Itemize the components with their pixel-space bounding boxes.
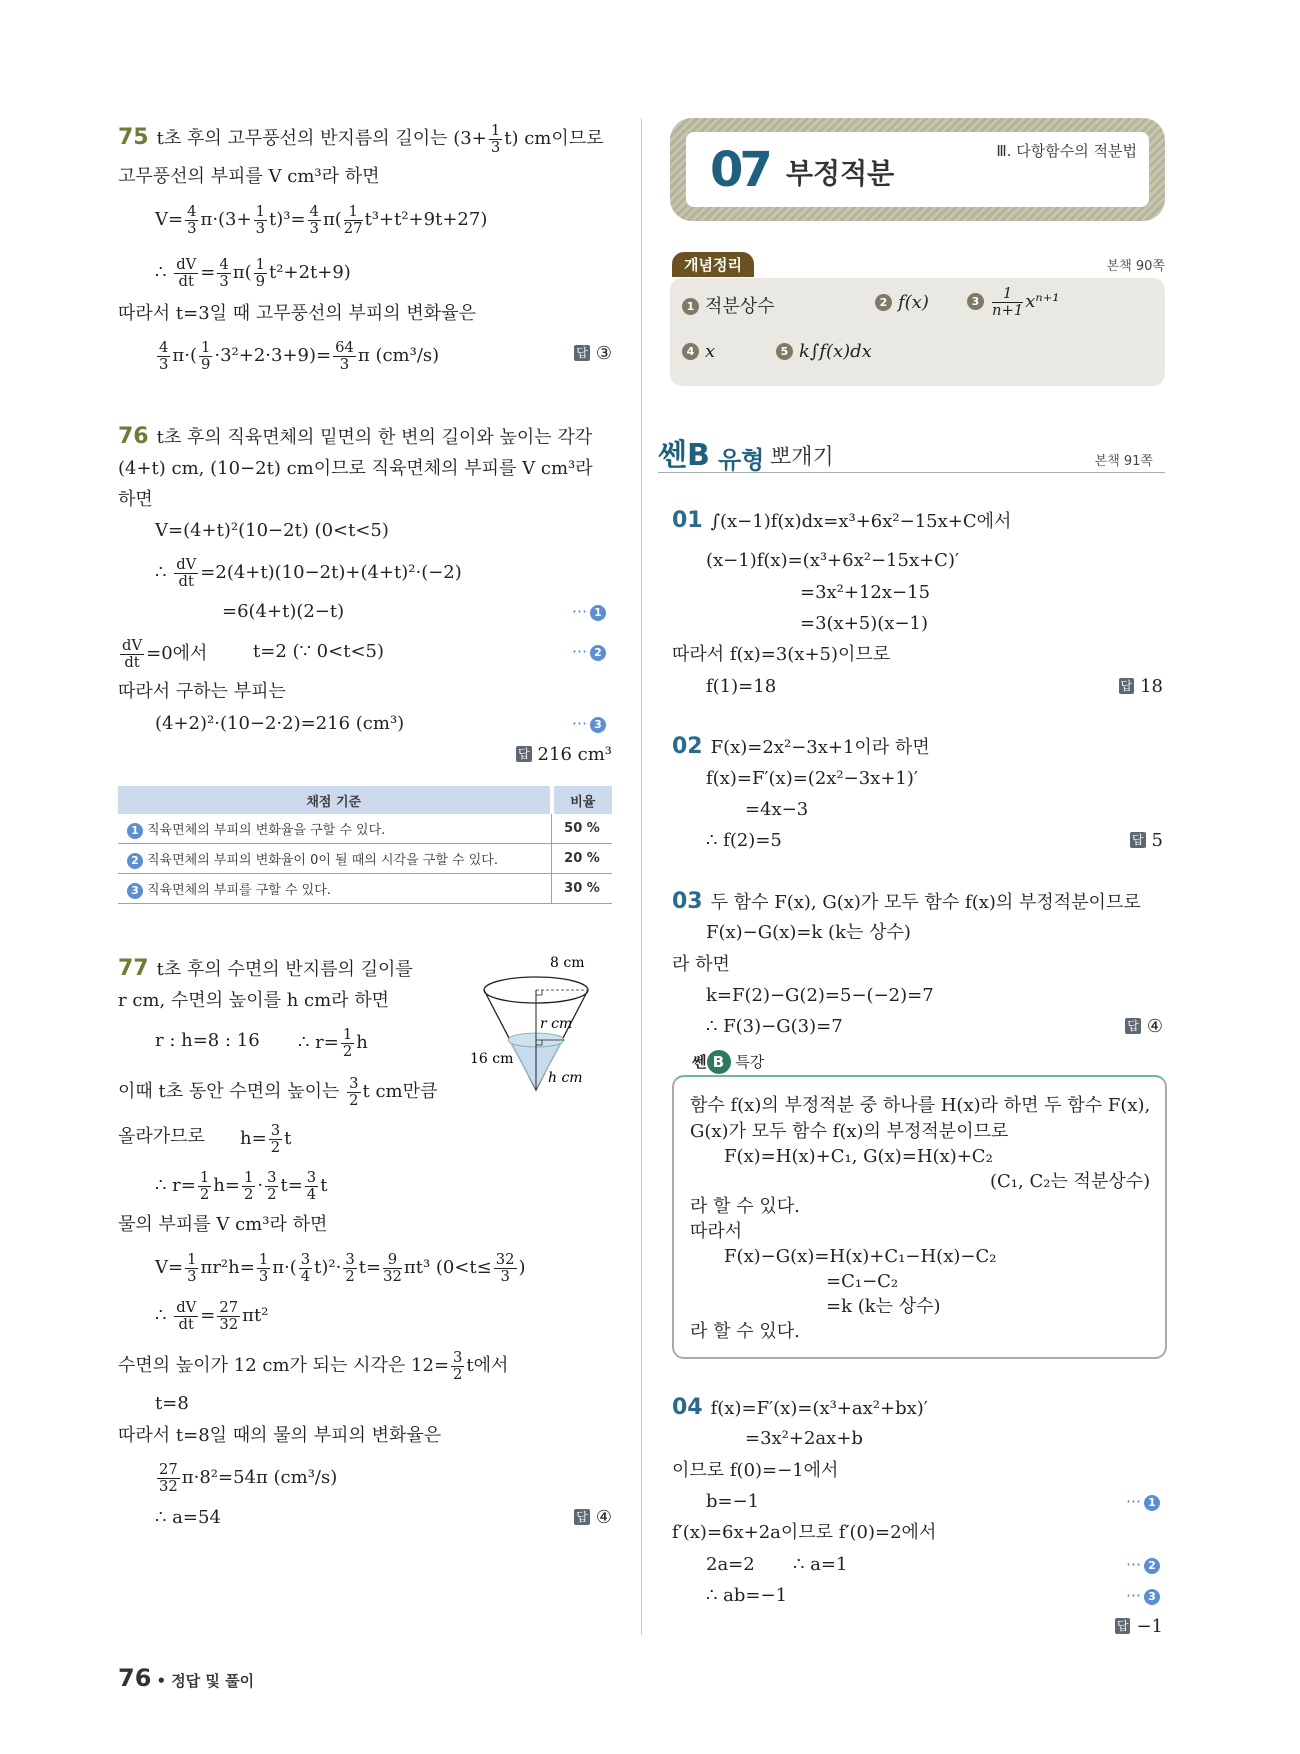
solution-line: 하면 [118,489,153,510]
solution-line: ∴ $\frac{dV}{dt}$ =2(4+t)(10−2t)+(4+t)²·(−2) [155,556,462,590]
solution-line: $\frac{27}{32}$ π·8²=54π (cm³/s) [159,1461,338,1495]
ratio-header: 비율 [552,786,613,814]
answer-value: ④ [1146,1016,1163,1037]
solution-line: =4x−3 [745,799,809,820]
concept-item: 2 f(x) [875,292,929,313]
step-marker: ⋯ 1 [1126,1492,1160,1511]
table-row: 3 직육면체의 부피를 구할 수 있다. 30 % [118,874,612,904]
answer [516,741,612,769]
solution-line: f(x)=F′(x)=(2x²−3x+1)′ [706,768,918,789]
answer [574,340,612,368]
solution-line: =3x²+12x−15 [800,582,931,603]
problem-number: 04 [672,1395,703,1420]
solution-line: b=−1 [706,1491,760,1512]
answer [1130,827,1163,855]
problem-number: 02 [672,734,703,759]
step-marker: ⋯ 3 [572,714,606,733]
chapter-header [670,118,1165,221]
solution-line: f′(x)=6x+2a이므로 f′(0)=2에서 [672,1522,937,1543]
answer [1125,1013,1163,1041]
table-row: 1 직육면체의 부피의 변화율을 구할 수 있다. 50 % [118,814,612,844]
concept-summary [670,278,1165,386]
solution-line: k=F(2)−G(2)=5−(−2)=7 [706,985,934,1006]
tip-line: 함수 f(x)의 부정적분 중 하나를 H(x)라 하면 두 함수 F(x), [690,1095,1151,1116]
solution-line: r cm, 수면의 높이를 h cm라 하면 [118,990,390,1011]
answer [1115,1613,1163,1641]
solution-line: t초 후의 고무풍선의 반지름의 길이는 (3+ $\frac{1}{3}$ t) cm이므로 [156,122,604,156]
answer-value: ④ [595,1507,612,1528]
problem-number: 76 [118,424,149,449]
solution-line: 따라서 f(x)=3(x+5)이므로 [672,644,891,665]
solution-line: t초 후의 직육면체의 밑면의 한 변의 길이와 높이는 각각 [156,427,593,448]
problem-number: 77 [118,956,149,981]
answer-icon: 답 [517,747,530,761]
tip-title: 특강 [735,1053,765,1071]
solution-line: t=2 (∵ 0<t<5) [253,641,385,662]
solution-line: V= $\frac{4}{3}$ π·(3+ $\frac{1}{3}$ t)³= $\frac{4}{3}$ π( $\frac{1}{27}$ t³+t²+9t+27) [155,203,488,237]
criteria-header: 채점 기준 [118,786,552,814]
answer-value: ③ [595,343,612,364]
solution-line: (4+2)²·(10−2·2)=216 (cm³) [155,713,405,734]
solution-line: 두 함수 F(x), G(x)가 모두 함수 f(x)의 부정적분이므로 [710,892,1141,913]
cone-figure [468,955,618,1095]
grading-criteria-table [118,786,612,904]
solution-line: =6(4+t)(2−t) [222,601,345,622]
figure-label: r cm [540,1016,573,1032]
solution-line: ∴ $\frac{dV}{dt}$ = $\frac{4}{3}$ π( $\frac{1}{9}$ t²+2t+9) [155,256,351,290]
tip-line: (C₁, C₂는 적분상수) [990,1171,1151,1192]
solution-line: $\frac{4}{3}$ π·( $\frac{1}{9}$ ·3²+2·3+9)= $\frac{64}{3}$ π (cm³/s) [159,339,440,373]
answer-value: 18 [1140,676,1163,697]
tip-line: =C₁−C₂ [826,1271,899,1292]
solution-line: ∴ f(2)=5 [706,830,782,851]
solution-line: 라 하면 [672,954,730,975]
answer-icon: 답 [1131,833,1144,847]
section-header [658,430,1165,473]
solution-line: 올라가므로 [118,1126,205,1147]
solution-line: =3x²+2ax+b [745,1428,863,1449]
solution-line: t초 후의 수면의 반지름의 길이를 [156,959,413,980]
tip-line: G(x)가 모두 함수 f(x)의 부정적분이므로 [690,1121,1009,1142]
solution-line: =3(x+5)(x−1) [800,613,928,634]
solution-line: F(x)=2x²−3x+1이라 하면 [710,737,930,758]
tip-header [692,1050,764,1074]
figure-label: 16 cm [470,1051,514,1067]
column-divider [641,118,642,1635]
solution-line: ∫(x−1)f(x)dx=x³+6x²−15x+C에서 [710,511,1012,532]
answer-value: 216 cm³ [537,744,612,765]
chapter-title: 부정적분 [786,157,895,190]
concept-tab: 개념정리 [672,252,754,277]
concept-item: 1 적분상수 [682,292,775,318]
solution-line: ∴ r= $\frac{1}{2}$ h [298,1026,368,1060]
step-marker: ⋯ 2 [572,642,606,661]
answer-icon: 답 [1116,1619,1129,1633]
answer-icon: 답 [1120,679,1133,693]
concept-item: 5 k∫f(x)dx [776,341,872,362]
solution-line: 따라서 구하는 부피는 [118,681,286,702]
solution-line: (x−1)f(x)=(x³+6x²−15x+C)′ [706,550,960,571]
solution-line: V=(4+t)²(10−2t) (0<t<5) [155,520,389,541]
sen-logo: 쎈 [692,1053,707,1071]
table-row: 2 직육면체의 부피의 변화율이 0이 될 때의 시각을 구할 수 있다. 20 % [118,844,612,874]
solution-line: f(x)=F′(x)=(x³+ax²+bx)′ [710,1398,928,1419]
solution-line: h= $\frac{3}{2}$ t [240,1122,292,1156]
answer-value: 5 [1151,830,1163,851]
unit-title: Ⅲ. 다항함수의 적분법 [996,142,1137,160]
solution-line: t=8 [155,1393,189,1414]
step-marker: ⋯ 3 [1126,1586,1160,1605]
concept-item: 4 x [682,341,715,362]
solution-line: 2a=2 [706,1554,755,1575]
solution-line: (4+t) cm, (10−2t) cm이므로 직육면체의 부피를 V cm³라 [118,458,593,479]
solution-line: 고무풍선의 부피를 V cm³라 하면 [118,166,380,187]
solution-line: 물의 부피를 V cm³라 하면 [118,1214,328,1235]
figure-label: 8 cm [550,955,585,971]
problem-number: 03 [672,889,703,914]
solution-line: 이때 t초 동안 수면의 높이는 $\frac{3}{2}$ t cm만큼 [118,1075,438,1109]
section-title-bold: 유형 [718,446,765,474]
tip-line: 라 할 수 있다. [690,1321,800,1342]
solution-line: V= $\frac{1}{3}$ πr²h= $\frac{1}{3}$ π·( $\frac{3}{4}$ t)²· $\frac{3}{2}$ t= $\frac{9}{32}$ πt³ (0<t≤ $\frac{32}{3}$ ) [155,1251,526,1285]
tip-line: F(x)−G(x)=H(x)+C₁−H(x)−C₂ [724,1246,997,1267]
problem-number: 01 [672,508,703,533]
solution-line: ∴ a=1 [793,1554,848,1575]
solution-line: ∴ ab=−1 [706,1585,788,1606]
concept-ref: 본책 90쪽 [1106,259,1165,274]
answer-icon: 답 [576,1510,588,1524]
problem-number: 75 [118,125,149,150]
section-ref: 본책 91쪽 [1094,454,1153,469]
footer-title: 정답 및 풀이 [171,1672,255,1690]
solution-line: 따라서 t=8일 때의 물의 부피의 변화율은 [118,1425,442,1446]
solution-line: r : h=8 : 16 [155,1030,260,1051]
tip-line: =k (k는 상수) [826,1296,941,1317]
sen-b-logo: 쎈B [658,438,710,473]
step-marker: ⋯ 2 [1126,1555,1160,1574]
answer [1119,673,1164,701]
section-title: 뽀개기 [770,445,834,470]
solution-line: ∴ r= $\frac{1}{2}$ h= $\frac{1}{2}$ · $\frac{3}{2}$ t= $\frac{3}{4}$ t [155,1169,328,1203]
solution-line: f(1)=18 [706,676,777,697]
step-marker: ⋯ 1 [572,602,606,621]
solution-line: ∴ F(3)−G(3)=7 [706,1016,843,1037]
solution-line: $\frac{dV}{dt}$ =0에서 [122,637,208,671]
solution-line: 수면의 높이가 12 cm가 되는 시각은 12= $\frac{3}{2}$ t에서 [118,1349,509,1383]
tip-line: 따라서 [690,1221,743,1242]
answer-icon: 답 [1127,1019,1139,1033]
tip-line: F(x)=H(x)+C₁, G(x)=H(x)+C₂ [724,1146,993,1167]
solution-line: 이므로 f(0)=−1에서 [672,1460,839,1481]
solution-line: ∴ $\frac{dV}{dt}$ = $\frac{27}{32}$ πt² [155,1299,269,1333]
solution-line: 따라서 t=3일 때 고무풍선의 부피의 변화율은 [118,303,476,324]
page-number: 76 [118,1664,152,1692]
page-footer: 76 • 정답 및 풀이 [118,1664,255,1692]
figure-label: h cm [548,1070,583,1086]
answer-value: −1 [1136,1616,1163,1637]
solution-line: ∴ a=54 [155,1507,221,1528]
concept-item: 3 $\frac{1}{n+1}$ xⁿ⁺¹ [967,286,1059,318]
tip-line: 라 할 수 있다. [690,1196,800,1217]
answer [574,1504,612,1532]
answer-icon: 답 [576,346,588,360]
solution-line: F(x)−G(x)=k (k는 상수) [706,922,911,943]
chapter-number: 07 [710,142,769,198]
b-badge: B [707,1050,731,1074]
